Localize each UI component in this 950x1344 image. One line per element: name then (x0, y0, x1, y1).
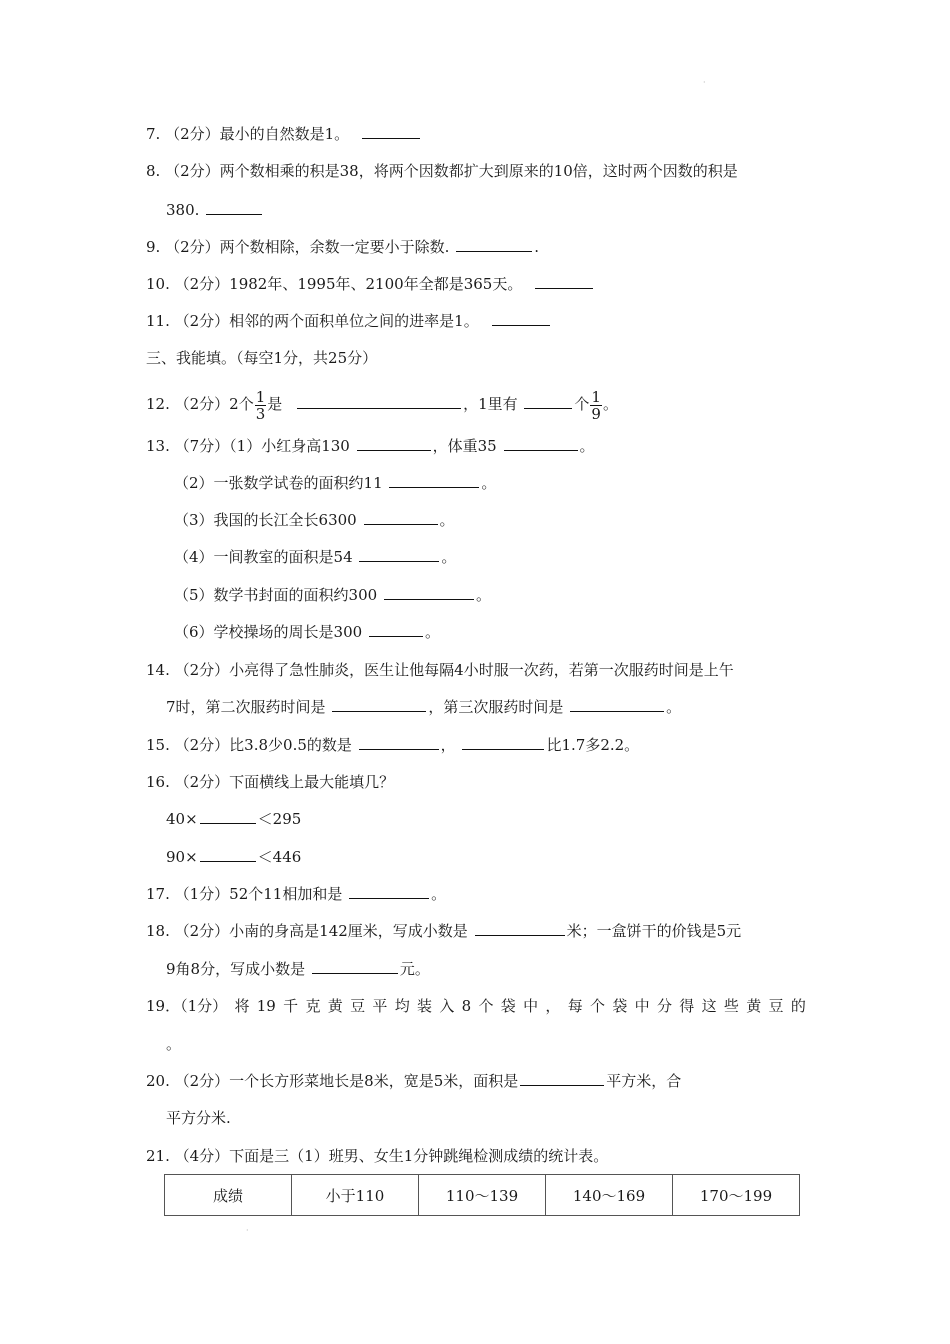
answer-blank[interactable] (332, 697, 426, 712)
table-header-cell: 170～199 (673, 1175, 800, 1216)
scan-dot: · (703, 78, 706, 87)
question-20: 20. （2分）一个长方形菜地长是8米，宽是5米，面积是 平方米，合 (146, 1072, 682, 1090)
answer-blank[interactable] (504, 436, 578, 451)
answer-blank[interactable] (349, 884, 429, 899)
answer-blank[interactable] (535, 274, 593, 289)
question-13-3: （3）我国的长江全长6300 。 (174, 511, 455, 529)
question-18: 18. （2分）小南的身高是142厘米，写成小数是 米；一盒饼干的价钱是5元 (146, 922, 742, 940)
scan-dot: · (246, 1226, 249, 1235)
question-19 (146, 996, 806, 1016)
q19-char: 个 (590, 997, 606, 1015)
q19-char: 每 (567, 997, 583, 1015)
q19-char: 中 (523, 997, 539, 1015)
q19-char: 千 (283, 997, 299, 1015)
question-13-5: （5）数学书封面的面积约300 。 (174, 586, 491, 604)
q19-char: 19．（1分） (146, 997, 228, 1015)
answer-blank[interactable] (369, 622, 423, 637)
question-13-2: （2）一张数学试卷的面积约11 。 (174, 474, 497, 492)
answer-blank[interactable] (492, 311, 550, 326)
q19-char: 黄 (327, 997, 343, 1015)
answer-blank[interactable] (200, 809, 256, 824)
question-12: 12. （2分）2个 $\frac{1}{3}$ 是 ，1里有 个 $\frac{1}{9}$ 。 (146, 387, 618, 423)
question-20-cont: 平方分米. (166, 1109, 231, 1127)
q19-char: 19 (256, 997, 276, 1015)
answer-blank[interactable] (524, 394, 572, 409)
answer-blank[interactable] (200, 847, 256, 862)
table-header-cell: 110～139 (419, 1175, 546, 1216)
q19-char: 中 (634, 997, 650, 1015)
q19-char: 个 (478, 997, 494, 1015)
question-11: 11. （2分）相邻的两个面积单位之间的进率是1。 (146, 311, 552, 331)
answer-blank[interactable] (570, 697, 664, 712)
q19-char: 袋 (612, 997, 628, 1015)
table-header-row (165, 1175, 800, 1216)
question-17: 17. （1分）52个11相加和是 。 (146, 885, 447, 903)
answer-blank[interactable] (359, 547, 439, 562)
question-14-cont: 7时，第二次服药时间是 ，第三次服药时间是 。 (166, 698, 682, 716)
answer-blank[interactable] (312, 959, 398, 974)
q19-char: 分 (656, 997, 672, 1015)
q19-char: ， (545, 997, 561, 1015)
answer-blank[interactable] (389, 473, 479, 488)
question-16-2: 90× ＜446 (166, 848, 302, 866)
answer-blank[interactable] (475, 921, 565, 936)
q19-char: 袋 (500, 997, 516, 1015)
answer-blank[interactable] (462, 735, 544, 750)
question-8-cont: 380. (166, 200, 264, 220)
q19-char: 将 (234, 997, 250, 1015)
q19-char: 装 (417, 997, 433, 1015)
answer-blank[interactable] (520, 1071, 604, 1086)
answer-blank[interactable] (384, 585, 474, 600)
section-3-heading: 三、我能填。（每空1分，共25分） (146, 349, 378, 367)
question-13: 13. （7分）（1）小红身高130 ，体重35 。 (146, 437, 595, 455)
question-19-cont: 。 (166, 1035, 182, 1053)
question-14: 14. （2分）小亮得了急性肺炎，医生让他每隔4小时服一次药，若第一次服药时间是上午 (146, 661, 734, 679)
fraction-one-ninth: $\frac{1}{9}$ (591, 387, 601, 423)
question-9: 9. （2分）两个数相除，余数一定要小于除数. . (146, 238, 539, 256)
answer-blank[interactable] (364, 510, 438, 525)
q19-char: 这 (701, 997, 717, 1015)
answer-blank[interactable] (359, 735, 439, 750)
q19-char: 黄 (746, 997, 762, 1015)
table-header-cell: 140～169 (546, 1175, 673, 1216)
answer-blank[interactable] (206, 200, 262, 215)
question-16: 16. （2分）下面横线上最大能填几？ (146, 773, 395, 791)
table-header-cell: 成绩 (165, 1175, 292, 1216)
q19-char: 的 (790, 997, 806, 1015)
question-15: 15. （2分）比3.8少0.5的数是 ， 比1.7多2.2。 (146, 736, 640, 754)
answer-blank[interactable] (357, 436, 431, 451)
table-header-cell: 小于110 (292, 1175, 419, 1216)
question-7: 7. （2分）最小的自然数是1。 (146, 124, 422, 144)
answer-blank[interactable] (456, 237, 532, 252)
q19-char: 克 (305, 997, 321, 1015)
q19-char: 入 (439, 997, 455, 1015)
answer-blank[interactable] (297, 394, 461, 409)
question-21: 21. （4分）下面是三（1）班男、女生1分钟跳绳检测成绩的统计表。 (146, 1147, 609, 1165)
answer-blank[interactable] (362, 124, 420, 139)
q19-char: 得 (679, 997, 695, 1015)
question-13-4: （4）一间教室的面积是54 。 (174, 548, 457, 566)
q19-char: 豆 (768, 997, 784, 1015)
question-10: 10. （2分）1982年、1995年、2100年全都是365天。 (146, 274, 595, 294)
question-16-1: 40× ＜295 (166, 810, 302, 828)
question-8: 8. （2分）两个数相乘的积是38，将两个因数都扩大到原来的10倍，这时两个因数的积是 (146, 162, 738, 180)
q19-char: 均 (394, 997, 410, 1015)
q19-char: 平 (372, 997, 388, 1015)
question-18-cont: 9角8分，写成小数是 元。 (166, 960, 430, 978)
q19-char: 些 (723, 997, 739, 1015)
q19-char: 8 (461, 997, 472, 1015)
fraction-one-third: $\frac{1}{3}$ (255, 387, 266, 423)
question-13-6: （6）学校操场的周长是300 。 (174, 623, 440, 641)
q19-char: 豆 (350, 997, 366, 1015)
jump-rope-score-table (164, 1174, 800, 1216)
